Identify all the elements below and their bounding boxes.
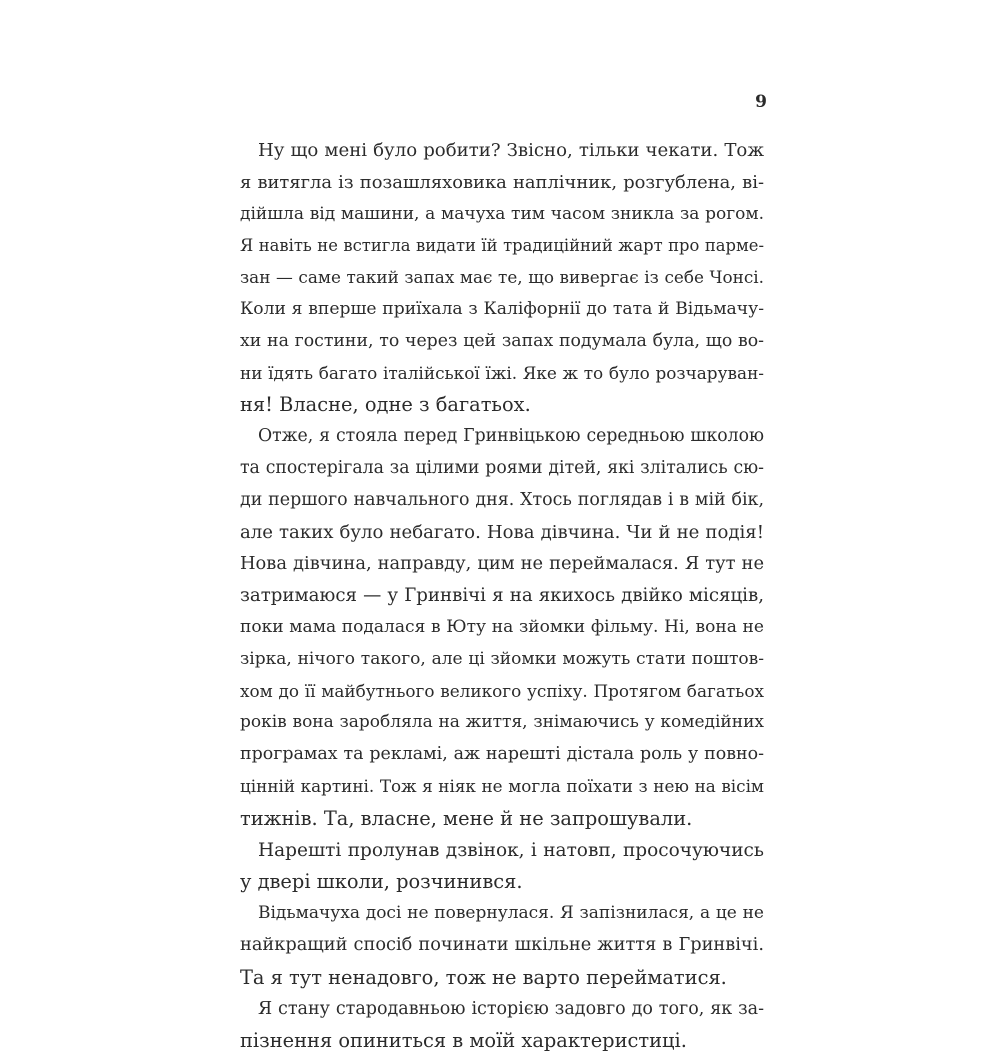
text-line: у двері школи, розчинився. [240,870,523,894]
paragraph [240,994,764,1057]
paragraph [240,898,764,993]
body-text [240,135,764,1057]
text-line: Я стану стародавньою історією задовго до того, як за- [258,998,764,1019]
text-line: Отже, я стояла перед Гринвіцькою середньою школою [258,426,764,447]
text-line: Коли я вперше приїхала з Каліфорнії до тата й Відьмачу- [240,298,764,319]
text-line: ди першого навчального дня. Хтось поглядав і в мій бік, [240,489,764,510]
paragraph [240,135,764,421]
text-line: але таких було небагато. Нова дівчина. Чи й не подія! [240,521,764,543]
text-line: найкращий спосіб починати шкільне життя в Гринвічі. [240,934,764,955]
text-line: Відьмачуха досі не повернулася. Я запізнилася, а це не [258,903,764,924]
page-number: 9 [755,92,767,112]
text-line: програмах та рекламі, аж нарешті дістала роль у повно- [240,744,764,765]
text-line: затримаюся — у Гринвічі я на якихось двійко місяців, [240,585,764,607]
text-line: хи на гостини, то через цей запах подумала була, що во- [240,330,764,351]
text-line: ня! Власне, одне з багатьох. [240,393,531,417]
text-line: дійшла від машини, а мачуха тим часом зникла за рогом. [240,203,764,224]
paragraph [240,421,764,834]
text-line: Та я тут ненадовго, тож не варто перейматися. [240,965,727,989]
text-line: поки мама подалася в Юту на зйомки фільму. Ні, вона не [240,616,764,637]
text-line: я витягла із позашляховика наплічник, розгублена, ві- [240,171,764,193]
text-line: пізнення опиниться в моїй характеристиці. [240,1029,687,1053]
text-line: ни їдять багато італійської їжі. Яке ж то було розчаруван- [240,362,764,383]
text-line: Я навіть не встигла видати їй традиційний жарт про парме- [240,236,764,256]
paragraph [240,835,764,899]
text-line: цінній картині. Тож я ніяк не могла поїхати з нею на вісім [240,775,764,796]
text-line: Ну що мені було робити? Звісно, тільки чекати. Тож [258,140,764,161]
text-line: Нова дівчина, направду, цим не переймалася. Я тут не [240,553,764,575]
text-line: тижнів. Та, власне, мене й не запрошували. [240,806,693,830]
text-line: років вона заробляла на життя, знімаючись у комедійних [240,712,764,733]
text-line: Нарешті пролунав дзвінок, і натовп, просочуючись [258,839,764,861]
text-line: хом до її майбутнього великого успіху. Протягом багатьох [240,680,764,701]
text-line: зан — саме такий запах має те, що вивергає із себе Чонсі. [240,267,764,288]
text-line: та спостерігала за цілими роями дітей, які злітались сю- [240,457,764,478]
text-line: зірка, нічого такого, але ці зйомки можуть стати поштов- [240,648,764,669]
